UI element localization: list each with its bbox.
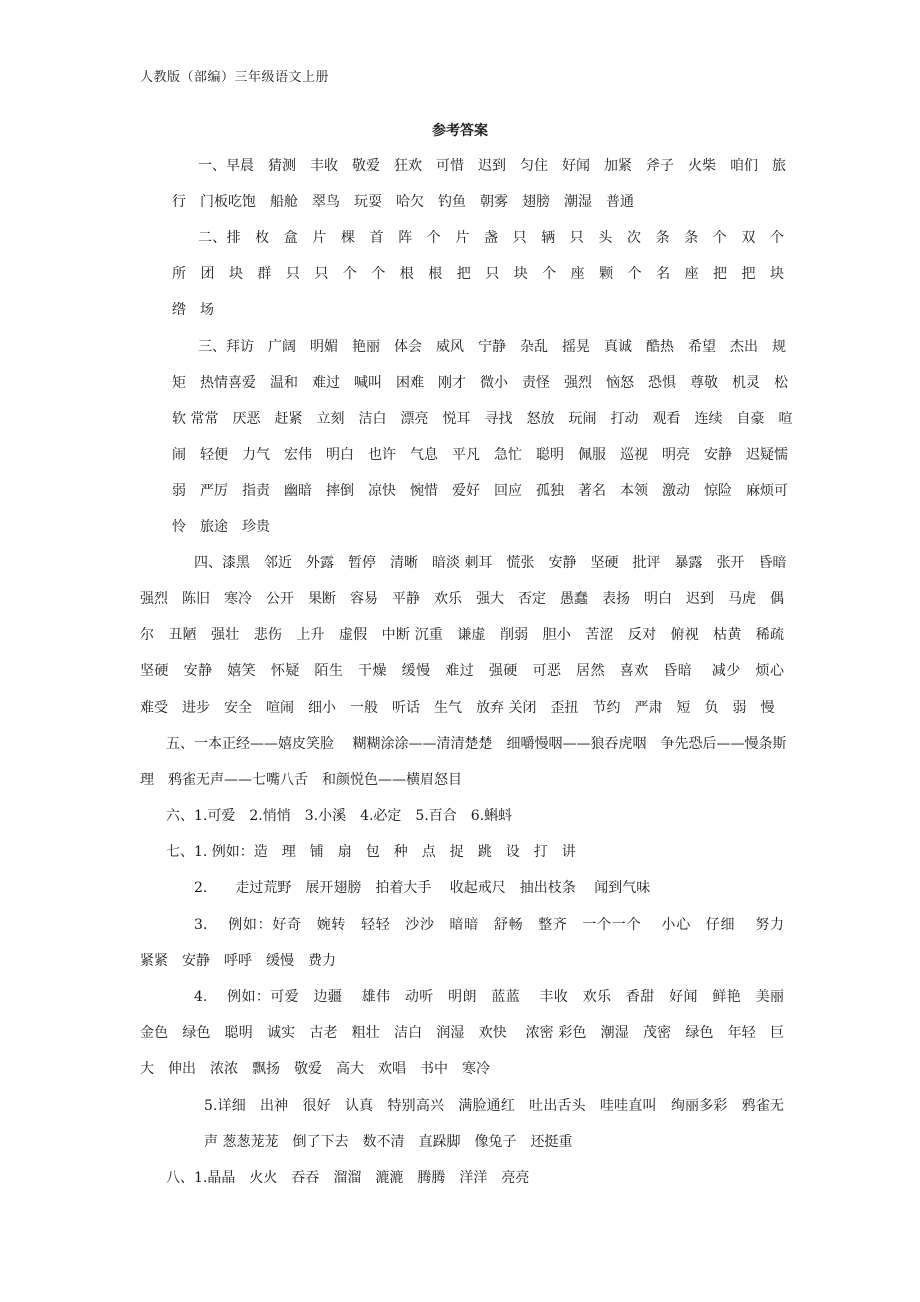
answer-line: 行 门板吃饱 船舱 翠鸟 玩耍 哈欠 钓鱼 朝雾 翅膀 潮湿 普通 — [172, 194, 634, 210]
answer-line: 大 伸出 浓浓 飘扬 敬爱 高大 欢唱 书中 寒冷 — [140, 1061, 490, 1077]
answer-line: 尔 丑陋 强壮 悲伤 上升 虚假 中断 沉重 谦虚 削弱 胆小 苦涩 反对 俯视 枯黄 稀疏 — [140, 627, 784, 643]
answer-line: 坚硬 安静 嬉笑 怀疑 陌生 干燥 缓慢 难过 强硬 可恶 居然 喜欢 昏暗 减少 烦心 — [140, 663, 784, 679]
answer-line: 怜 旅途 珍贵 — [172, 519, 270, 535]
answer-line: 八、1.晶晶 火火 吞吞 溜溜 漉漉 腾腾 洋洋 亮亮 — [166, 1170, 530, 1186]
answer-line: 2. 走过荒野 展开翅膀 拍着大手 收起戒尺 抽出枝条 闻到气味 — [194, 880, 651, 896]
answer-line: 六、1.可爱 2.悄悄 3.小溪 4.必定 5.百合 6.蝌蚪 — [166, 808, 513, 824]
document-header: 人教版（部编）三年级语文上册 — [140, 70, 330, 85]
answer-line: 四、漆黑 邻近 外露 暂停 清晰 暗淡 刺耳 慌张 安静 坚硬 批评 暴露 张开 昏暗 — [194, 555, 787, 571]
answer-line: 所 团 块 群 只 只 个 个 根 根 把 只 块 个 座 颗 个 名 座 把 把 块 — [172, 266, 784, 282]
answer-line: 难受 进步 安全 喧闹 细小 一般 听话 生气 放弃 关闭 歪扭 节约 严肃 短 负 弱 慢 — [140, 700, 775, 716]
answer-line: 强烈 陈旧 寒冷 公开 果断 容易 平静 欢乐 强大 否定 愚蠢 表扬 明白 迟到 马虎 偶 — [140, 591, 784, 607]
answer-line: 七、1. 例如：造 理 铺 扇 包 种 点 捉 跳 设 打 讲 — [166, 844, 576, 860]
answer-line: 闹 轻便 力气 宏伟 明白 也许 气息 平凡 急忙 聪明 佩服 巡视 明亮 安静 迟疑懦 — [172, 447, 788, 463]
answer-title: 参考答案 — [432, 123, 488, 139]
answer-line: 紧紧 安静 呼呼 缓慢 费力 — [140, 953, 336, 969]
answer-line: 五、一本正经——嬉皮笑脸 糊糊涂涂——清清楚楚 细嚼慢咽——狼吞虎咽 争先恐后——慢条斯 — [166, 736, 787, 752]
answer-line: 理 鸦雀无声——七嘴八舌 和颜悦色——横眉怒目 — [140, 772, 462, 788]
answer-line: 软 常常 厌恶 赶紧 立刻 洁白 漂亮 悦耳 寻找 怒放 玩闹 打动 观看 连续 自豪 喧 — [172, 411, 793, 427]
answer-line: 金色 绿色 聪明 诚实 古老 粗壮 洁白 润湿 欢快 浓密 彩色 潮湿 茂密 绿色 年轻 巨 — [140, 1025, 784, 1041]
answer-line: 3. 例如：好奇 婉转 轻轻 沙沙 暗暗 舒畅 整齐 一个一个 小心 仔细 努力 — [194, 917, 784, 933]
answer-line: 三、拜访 广阔 明媚 艳丽 体会 威风 宁静 杂乱 摇晃 真诚 酷热 希望 杰出 规 — [198, 339, 786, 355]
answer-line: 矩 热情喜爱 温和 难过 喊叫 困难 刚才 微小 责怪 强烈 恼怒 恐惧 尊敬 机灵 松 — [172, 375, 788, 391]
answer-line: 声 葱葱茏茏 倒了下去 数不清 直跺脚 像兔子 还挺重 — [204, 1134, 573, 1150]
answer-line: 二、排 枚 盒 片 棵 首 阵 个 片 盏 只 辆 只 头 次 条 条 个 双 个 — [198, 230, 784, 246]
answer-line: 4. 例如：可爱 边疆 雄伟 动听 明朗 蓝蓝 丰收 欢乐 香甜 好闻 鲜艳 美丽 — [194, 989, 784, 1005]
answer-line: 5.详细 出神 很好 认真 特别高兴 满脸通红 吐出舌头 哇哇直叫 绚丽多彩 鸦雀无 — [204, 1098, 784, 1114]
answer-line: 绺 场 — [172, 302, 214, 318]
answer-line: 一、早晨 猜测 丰收 敬爱 狂欢 可惜 迟到 匀住 好闻 加紧 斧子 火柴 咱们 旅 — [198, 158, 786, 174]
answer-line: 弱 严厉 指责 幽暗 摔倒 凉快 惋惜 爱好 回应 孤独 著名 本领 激动 惊险 麻烦可 — [172, 483, 788, 499]
